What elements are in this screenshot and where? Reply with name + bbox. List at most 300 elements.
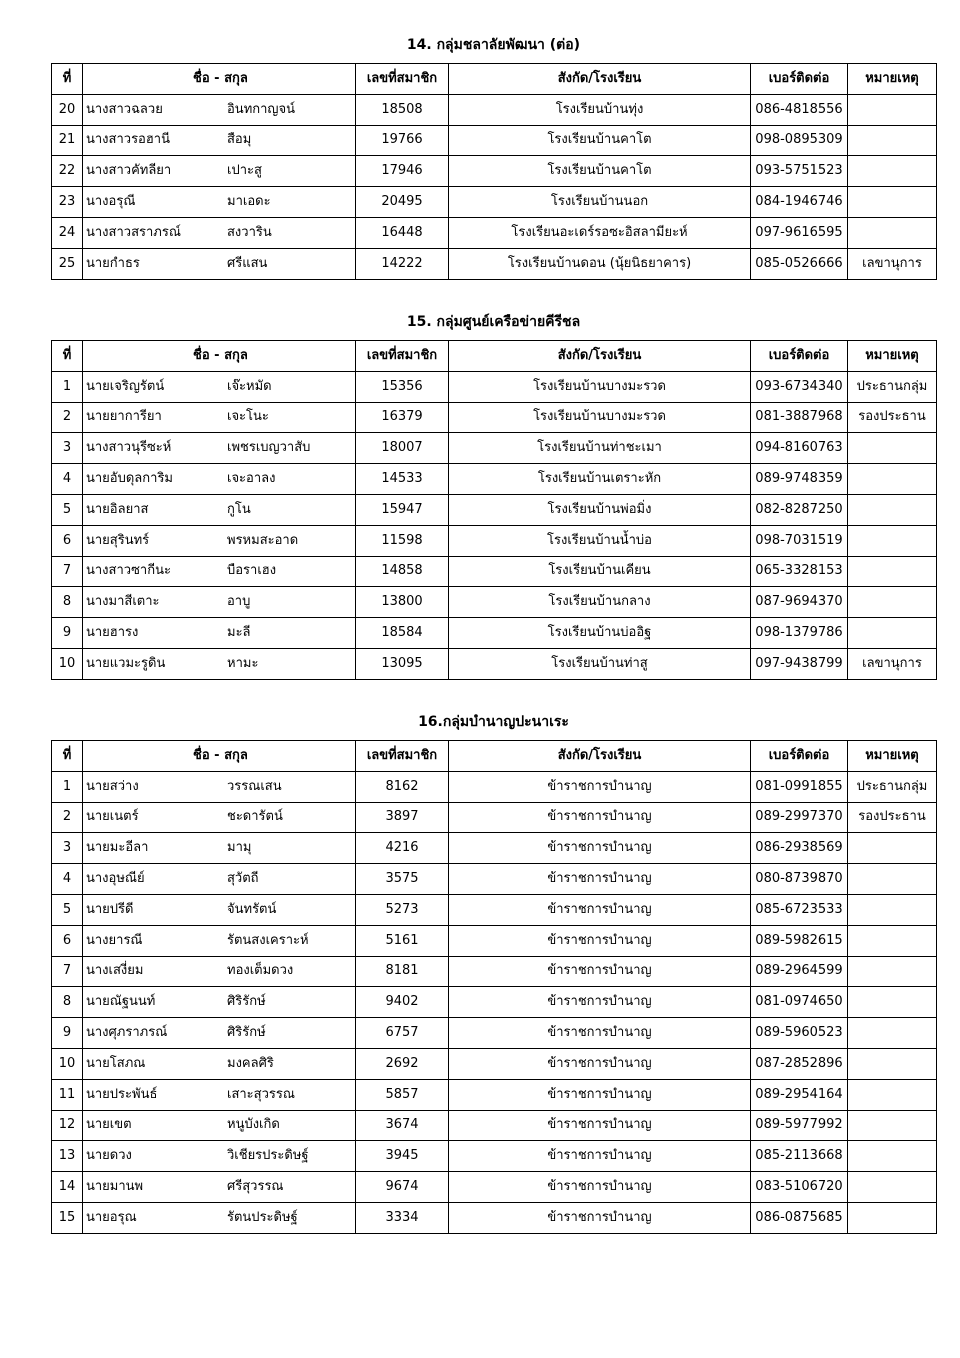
first-name: นางมาสีเตาะ — [86, 594, 160, 610]
last-name: กูโน — [227, 501, 251, 517]
member-name-cell — [83, 125, 356, 156]
first-name: นายเขต — [86, 1117, 132, 1133]
note — [848, 1141, 937, 1172]
header-no: ที่ — [52, 741, 83, 772]
member-id: 3897 — [356, 802, 449, 833]
header-no: ที่ — [52, 64, 83, 95]
row-number: 2 — [52, 402, 83, 433]
last-name: หนูบังเกิด — [227, 1117, 280, 1133]
header-note: หมายเหตุ — [848, 64, 937, 95]
note: ประธานกลุ่ม — [848, 771, 937, 802]
note: รองประธาน — [848, 802, 937, 833]
last-name: วิเชียรประดิษฐ์ — [227, 1148, 309, 1164]
phone-number: 089-2997370 — [751, 802, 848, 833]
member-name-cell — [83, 987, 356, 1018]
last-name: มาเอดะ — [227, 194, 271, 210]
phone-number: 098-0895309 — [751, 125, 848, 156]
member-id: 20495 — [356, 187, 449, 218]
table-body — [52, 771, 937, 1233]
row-number: 3 — [52, 433, 83, 464]
member-id: 19766 — [356, 125, 449, 156]
last-name: มามุ — [227, 840, 252, 856]
table-row — [52, 587, 937, 618]
school-name: โรงเรียนบ้านคาโต — [449, 156, 751, 187]
header-name: ชื่อ - สกุล — [83, 64, 356, 95]
first-name: นางศุภราภรณ์ — [86, 1025, 168, 1041]
note — [848, 1048, 937, 1079]
table-row — [52, 987, 937, 1018]
note — [848, 1110, 937, 1141]
last-name: อินทกาญจน์ — [227, 101, 296, 117]
last-name: สงวาริน — [227, 224, 272, 240]
row-number: 8 — [52, 587, 83, 618]
member-name-cell — [83, 1079, 356, 1110]
note — [848, 217, 937, 248]
note — [848, 156, 937, 187]
note — [848, 925, 937, 956]
header-note: หมายเหตุ — [848, 741, 937, 772]
first-name: นายปรีดี — [86, 901, 134, 917]
row-number: 15 — [52, 1202, 83, 1233]
table-row — [52, 1079, 937, 1110]
phone-number: 081-3887968 — [751, 402, 848, 433]
header-member-id: เลขที่สมาชิก — [356, 741, 449, 772]
school-name: ข้าราชการบำนาญ — [449, 1202, 751, 1233]
table-row — [52, 1018, 937, 1049]
first-name: นายฮารง — [86, 625, 139, 641]
table-header-row — [52, 64, 937, 95]
note — [848, 125, 937, 156]
first-name: นางอรุณี — [86, 194, 136, 210]
first-name: นางอุษณีย์ — [86, 871, 145, 887]
phone-number: 085-2113668 — [751, 1141, 848, 1172]
school-name: ข้าราชการบำนาญ — [449, 1141, 751, 1172]
note — [848, 1079, 937, 1110]
member-name-cell — [83, 618, 356, 649]
last-name: อาบู — [227, 594, 251, 610]
member-table — [51, 63, 937, 280]
table-row — [52, 187, 937, 218]
first-name: นายดวง — [86, 1148, 132, 1164]
member-name-cell — [83, 1110, 356, 1141]
header-no: ที่ — [52, 341, 83, 372]
member-name-cell — [83, 1141, 356, 1172]
phone-number: 089-5982615 — [751, 925, 848, 956]
table-row — [52, 371, 937, 402]
phone-number: 089-2954164 — [751, 1079, 848, 1110]
member-id: 9402 — [356, 987, 449, 1018]
member-id: 8181 — [356, 956, 449, 987]
member-name-cell — [83, 648, 356, 679]
row-number: 14 — [52, 1172, 83, 1203]
last-name: ศิริรักษ์ — [227, 1025, 266, 1041]
member-id: 8162 — [356, 771, 449, 802]
school-name: โรงเรียนอะเดร์รอซะอิสลามียะห์ — [449, 217, 751, 248]
member-id: 14533 — [356, 464, 449, 495]
header-school: สังกัด/โรงเรียน — [449, 741, 751, 772]
school-name: โรงเรียนบ้านท่าชะเมา — [449, 433, 751, 464]
table-row — [52, 402, 937, 433]
row-number: 25 — [52, 248, 83, 279]
school-name: ข้าราชการบำนาญ — [449, 1172, 751, 1203]
first-name: นายอรุณ — [86, 1209, 137, 1225]
table-row — [52, 864, 937, 895]
table-row — [52, 1048, 937, 1079]
member-id: 14222 — [356, 248, 449, 279]
first-name: นายแวมะรูดิน — [86, 655, 166, 671]
note: รองประธาน — [848, 402, 937, 433]
phone-number: 093-6734340 — [751, 371, 848, 402]
last-name: สุวัตถี — [227, 871, 259, 887]
table-body — [52, 94, 937, 279]
row-number: 6 — [52, 925, 83, 956]
school-name: ข้าราชการบำนาญ — [449, 1048, 751, 1079]
header-member-id: เลขที่สมาชิก — [356, 64, 449, 95]
last-name: จันทรัตน์ — [227, 901, 277, 917]
school-name: โรงเรียนบ้านคาโต — [449, 125, 751, 156]
last-name: ทองเต็มดวง — [227, 963, 294, 979]
first-name: นายเนตร์ — [86, 809, 139, 825]
header-phone: เบอร์ติดต่อ — [751, 741, 848, 772]
school-name: ข้าราชการบำนาญ — [449, 833, 751, 864]
note — [848, 956, 937, 987]
row-number: 20 — [52, 94, 83, 125]
table-row — [52, 833, 937, 864]
table-row — [52, 433, 937, 464]
row-number: 24 — [52, 217, 83, 248]
table-row — [52, 771, 937, 802]
member-id: 2692 — [356, 1048, 449, 1079]
first-name: นายเจริญรัตน์ — [86, 378, 165, 394]
member-name-cell — [83, 494, 356, 525]
note — [848, 464, 937, 495]
last-name: สือมุ — [227, 132, 252, 148]
first-name: นายมานพ — [86, 1179, 144, 1195]
member-name-cell — [83, 771, 356, 802]
member-id: 4216 — [356, 833, 449, 864]
row-number: 12 — [52, 1110, 83, 1141]
member-name-cell — [83, 1018, 356, 1049]
phone-number: 093-5751523 — [751, 156, 848, 187]
first-name: นายมะอีลา — [86, 840, 149, 856]
note — [848, 833, 937, 864]
header-school: สังกัด/โรงเรียน — [449, 341, 751, 372]
school-name: ข้าราชการบำนาญ — [449, 925, 751, 956]
table-row — [52, 248, 937, 279]
school-name: ข้าราชการบำนาญ — [449, 987, 751, 1018]
phone-number: 083-5106720 — [751, 1172, 848, 1203]
member-id: 18584 — [356, 618, 449, 649]
phone-number: 081-0974650 — [751, 987, 848, 1018]
last-name: มะลี — [227, 625, 251, 641]
last-name: มงคลศิริ — [227, 1055, 274, 1071]
last-name: เจะโนะ — [227, 409, 269, 425]
member-id: 16448 — [356, 217, 449, 248]
table-row — [52, 525, 937, 556]
table-row — [52, 1172, 937, 1203]
first-name: นายอับดุลการิม — [86, 471, 173, 487]
row-number: 10 — [52, 648, 83, 679]
member-name-cell — [83, 1202, 356, 1233]
member-name-cell — [83, 587, 356, 618]
table-row — [52, 648, 937, 679]
header-member-id: เลขที่สมาชิก — [356, 341, 449, 372]
member-name-cell — [83, 833, 356, 864]
table-row — [52, 94, 937, 125]
note — [848, 864, 937, 895]
note — [848, 894, 937, 925]
phone-number: 098-1379786 — [751, 618, 848, 649]
note — [848, 587, 937, 618]
member-id: 14858 — [356, 556, 449, 587]
member-name-cell — [83, 371, 356, 402]
phone-number: 089-9748359 — [751, 464, 848, 495]
note — [848, 556, 937, 587]
table-row — [52, 156, 937, 187]
row-number: 9 — [52, 1018, 83, 1049]
first-name: นางสาวรอฮานี — [86, 132, 170, 148]
note: เลขานุการ — [848, 648, 937, 679]
first-name: นางยารณี — [86, 932, 143, 948]
member-name-cell — [83, 525, 356, 556]
member-name-cell — [83, 864, 356, 895]
member-name-cell — [83, 94, 356, 125]
first-name: นายสว่าง — [86, 778, 139, 794]
row-number: 8 — [52, 987, 83, 1018]
phone-number: 086-0875685 — [751, 1202, 848, 1233]
note — [848, 1172, 937, 1203]
last-name: เปาะสู — [227, 163, 262, 179]
member-id: 3945 — [356, 1141, 449, 1172]
header-school: สังกัด/โรงเรียน — [449, 64, 751, 95]
note — [848, 187, 937, 218]
last-name: หามะ — [227, 655, 259, 671]
table-row — [52, 464, 937, 495]
last-name: รัตนสงเคราะห์ — [227, 932, 309, 948]
member-name-cell — [83, 187, 356, 218]
member-name-cell — [83, 464, 356, 495]
row-number: 10 — [52, 1048, 83, 1079]
school-name: โรงเรียนบ้านเตราะหัก — [449, 464, 751, 495]
note — [848, 618, 937, 649]
note — [848, 433, 937, 464]
table-row — [52, 494, 937, 525]
row-number: 22 — [52, 156, 83, 187]
last-name: ศรีแสน — [227, 255, 268, 271]
last-name: เจ๊ะหมัด — [227, 378, 272, 394]
header-note: หมายเหตุ — [848, 341, 937, 372]
phone-number: 089-5960523 — [751, 1018, 848, 1049]
table-header-row — [52, 741, 937, 772]
table-header-row — [52, 341, 937, 372]
header-phone: เบอร์ติดต่อ — [751, 64, 848, 95]
member-id: 5161 — [356, 925, 449, 956]
last-name: บือราเฮง — [227, 563, 277, 579]
row-number: 7 — [52, 556, 83, 587]
row-number: 2 — [52, 802, 83, 833]
school-name: ข้าราชการบำนาญ — [449, 1079, 751, 1110]
table-row — [52, 894, 937, 925]
row-number: 13 — [52, 1141, 83, 1172]
last-name: เพชรเบญวาสับ — [227, 440, 311, 456]
section-group-15 — [51, 313, 936, 680]
member-id: 3575 — [356, 864, 449, 895]
member-id: 15356 — [356, 371, 449, 402]
first-name: นางสาวคัทลียา — [86, 163, 172, 179]
phone-number: 085-0526666 — [751, 248, 848, 279]
phone-number: 089-2964599 — [751, 956, 848, 987]
member-name-cell — [83, 894, 356, 925]
phone-number: 080-8739870 — [751, 864, 848, 895]
first-name: นางสาวฉลวย — [86, 101, 163, 117]
school-name: โรงเรียนบ้านน้ำบ่อ — [449, 525, 751, 556]
member-id: 16379 — [356, 402, 449, 433]
first-name: นางสาวสราภรณ์ — [86, 224, 181, 240]
member-name-cell — [83, 402, 356, 433]
member-id: 18007 — [356, 433, 449, 464]
row-number: 9 — [52, 618, 83, 649]
school-name: โรงเรียนบ้านบางมะรวด — [449, 402, 751, 433]
phone-number: 085-6723533 — [751, 894, 848, 925]
member-name-cell — [83, 156, 356, 187]
school-name: ข้าราชการบำนาญ — [449, 864, 751, 895]
member-name-cell — [83, 248, 356, 279]
table-row — [52, 802, 937, 833]
table-row — [52, 556, 937, 587]
table-row — [52, 618, 937, 649]
phone-number: 086-2938569 — [751, 833, 848, 864]
row-number: 23 — [52, 187, 83, 218]
phone-number: 097-9616595 — [751, 217, 848, 248]
last-name: เจะอาลง — [227, 471, 276, 487]
school-name: ข้าราชการบำนาญ — [449, 894, 751, 925]
row-number: 5 — [52, 494, 83, 525]
member-id: 5857 — [356, 1079, 449, 1110]
table-row — [52, 925, 937, 956]
note — [848, 1202, 937, 1233]
section-title: 15. กลุ่มศูนย์เครือข่ายคีรีชล — [406, 314, 581, 330]
school-name: ข้าราชการบำนาญ — [449, 802, 751, 833]
phone-number: 087-9694370 — [751, 587, 848, 618]
school-name: โรงเรียนบ้านพ่อมิ่ง — [449, 494, 751, 525]
member-name-cell — [83, 217, 356, 248]
school-name: โรงเรียนบ้านบ่ออิฐ — [449, 618, 751, 649]
first-name: นายยาการียา — [86, 409, 162, 425]
school-name: โรงเรียนบ้านเคียน — [449, 556, 751, 587]
school-name: ข้าราชการบำนาญ — [449, 1018, 751, 1049]
member-name-cell — [83, 925, 356, 956]
row-number: 21 — [52, 125, 83, 156]
table-body — [52, 371, 937, 679]
last-name: ชะดารัตน์ — [227, 809, 283, 825]
last-name: วรรณเสน — [227, 778, 282, 794]
note — [848, 94, 937, 125]
last-name: เสาะสุวรรณ — [227, 1086, 295, 1102]
phone-number: 094-8160763 — [751, 433, 848, 464]
note: เลขานุการ — [848, 248, 937, 279]
member-id: 17946 — [356, 156, 449, 187]
last-name: ศิริรักษ์ — [227, 994, 266, 1010]
phone-number: 084-1946746 — [751, 187, 848, 218]
note — [848, 494, 937, 525]
member-table — [51, 740, 937, 1234]
school-name: โรงเรียนบ้านท่าสู — [449, 648, 751, 679]
note — [848, 1018, 937, 1049]
member-name-cell — [83, 556, 356, 587]
first-name: นางสาวซากีนะ — [86, 563, 171, 579]
row-number: 4 — [52, 864, 83, 895]
member-name-cell — [83, 956, 356, 987]
section-group-14 — [51, 36, 936, 280]
first-name: นายสุรินทร์ — [86, 532, 150, 548]
section-title: 16.กลุ่มบำนาญปะนาเระ — [418, 714, 569, 730]
table-row — [52, 956, 937, 987]
note — [848, 987, 937, 1018]
section-title: 14. กลุ่มชลาลัยพัฒนา (ต่อ) — [406, 37, 581, 53]
table-row — [52, 1110, 937, 1141]
first-name: นายประพันธ์ — [86, 1086, 158, 1102]
member-name-cell — [83, 1172, 356, 1203]
member-name-cell — [83, 433, 356, 464]
first-name: นายณัฐนนท์ — [86, 994, 156, 1010]
school-name: ข้าราชการบำนาญ — [449, 1110, 751, 1141]
school-name: โรงเรียนบ้านนอก — [449, 187, 751, 218]
member-id: 3674 — [356, 1110, 449, 1141]
first-name: นางสาวนุรีซะห์ — [86, 440, 172, 456]
member-id: 15947 — [356, 494, 449, 525]
school-name: ข้าราชการบำนาญ — [449, 771, 751, 802]
member-id: 6757 — [356, 1018, 449, 1049]
last-name: ศรีสุวรรณ — [227, 1179, 284, 1195]
note: ประธานกลุ่ม — [848, 371, 937, 402]
member-name-cell — [83, 802, 356, 833]
row-number: 5 — [52, 894, 83, 925]
row-number: 11 — [52, 1079, 83, 1110]
last-name: รัตนประดิษฐ์ — [227, 1209, 298, 1225]
phone-number: 081-0991855 — [751, 771, 848, 802]
table-row — [52, 125, 937, 156]
table-row — [52, 217, 937, 248]
school-name: โรงเรียนบ้านบางมะรวด — [449, 371, 751, 402]
row-number: 1 — [52, 771, 83, 802]
table-row — [52, 1202, 937, 1233]
member-table — [51, 340, 937, 680]
school-name: โรงเรียนบ้านดอน (นุ้ยนิธยาคาร) — [449, 248, 751, 279]
header-name: ชื่อ - สกุล — [83, 341, 356, 372]
note — [848, 525, 937, 556]
member-id: 3334 — [356, 1202, 449, 1233]
phone-number: 097-9438799 — [751, 648, 848, 679]
member-id: 11598 — [356, 525, 449, 556]
member-id: 13095 — [356, 648, 449, 679]
phone-number: 089-5977992 — [751, 1110, 848, 1141]
row-number: 3 — [52, 833, 83, 864]
phone-number: 087-2852896 — [751, 1048, 848, 1079]
header-phone: เบอร์ติดต่อ — [751, 341, 848, 372]
row-number: 1 — [52, 371, 83, 402]
school-name: โรงเรียนบ้านทุ่ง — [449, 94, 751, 125]
first-name: นายโสภณ — [86, 1055, 146, 1071]
first-name: นายกำธร — [86, 255, 140, 271]
school-name: ข้าราชการบำนาญ — [449, 956, 751, 987]
last-name: พรหมสะอาด — [227, 532, 299, 548]
row-number: 7 — [52, 956, 83, 987]
member-id: 5273 — [356, 894, 449, 925]
member-id: 18508 — [356, 94, 449, 125]
row-number: 6 — [52, 525, 83, 556]
header-name: ชื่อ - สกุล — [83, 741, 356, 772]
phone-number: 065-3328153 — [751, 556, 848, 587]
